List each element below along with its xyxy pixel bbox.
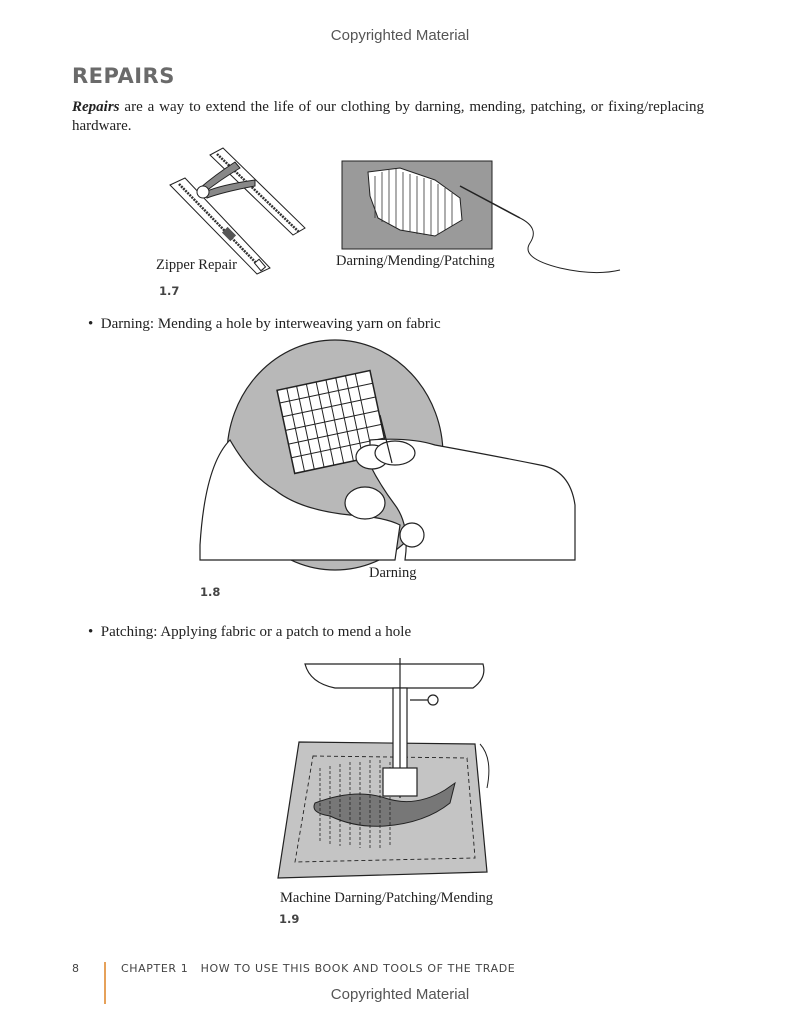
page-number: 8 (72, 962, 80, 975)
intro-term: Repairs (72, 99, 120, 115)
bullet-dot: • (88, 624, 94, 640)
bullet-dot: • (88, 316, 94, 332)
caption-zipper-repair: Zipper Repair (156, 257, 237, 273)
footer-chapter-label: CHAPTER 1 (121, 962, 189, 975)
intro-paragraph (72, 98, 704, 136)
copyright-watermark-top: Copyrighted Material (330, 27, 470, 44)
bullet-text-darning: Darning: Mending a hole by interweaving yarn on fabric (100, 316, 441, 332)
intro-text: are a way to extend the life of our clothing by darning, mending, patching, or fixing/replacing hardware. (72, 99, 704, 134)
bullet-list-item (88, 316, 441, 333)
footer-chapter (121, 962, 515, 975)
caption-darning: Darning (369, 565, 417, 581)
copyright-watermark-bottom: Copyrighted Material (330, 986, 470, 1003)
zipper-repair-illustration (165, 140, 315, 275)
caption-machine-darning: Machine Darning/Patching/Mending (280, 890, 494, 906)
bullet-text-patching: Patching: Applying fabric or a patch to mend a hole (100, 624, 412, 640)
darning-illustration (200, 345, 578, 567)
section-title: REPAIRS (72, 64, 175, 88)
bullet-list-item (88, 624, 411, 641)
machine-darning-illustration (275, 658, 500, 883)
figure-number-1-9: 1.9 (279, 912, 300, 926)
footer-chapter-title: HOW TO USE THIS BOOK AND TOOLS OF THE TRADE (200, 962, 516, 975)
figure-number-1-7: 1.7 (159, 284, 180, 298)
caption-darning-mending-patching: Darning/Mending/Patching (336, 253, 495, 269)
figure-number-1-8: 1.8 (200, 585, 221, 599)
